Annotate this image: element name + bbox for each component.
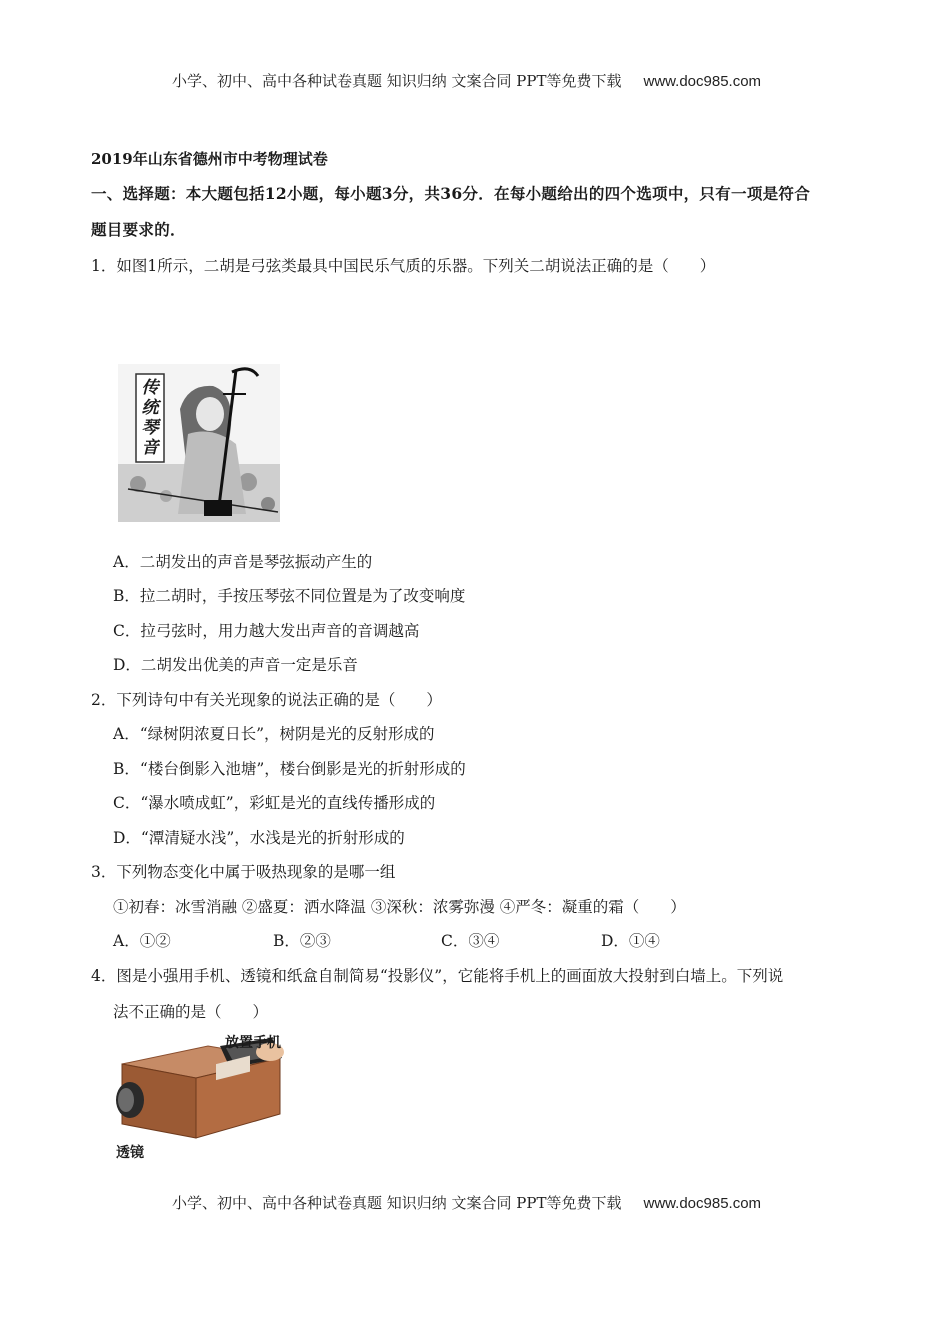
exam-title: 2019年山东省德州市中考物理试卷 <box>91 150 328 168</box>
q3-option-c[interactable]: C．③④ <box>441 932 500 950</box>
q1-option-b[interactable]: B．拉二胡时，手按压琴弦不同位置是为了改变响度 <box>113 587 466 605</box>
question-3-sub: ①初春：冰雪消融 ②盛夏：洒水降温 ③深秋：浓雾弥漫 ④严冬：凝重的霜（ ） <box>113 898 686 916</box>
erhu-figure-caption: 传统琴音 <box>141 378 159 458</box>
q2-option-c[interactable]: C．“瀑水喷成虹”，彩虹是光的直线传播形成的 <box>113 794 436 812</box>
projector-label-phone: 放置手机 <box>225 1034 281 1050</box>
projector-label-lens: 透镜 <box>116 1144 144 1160</box>
page-header <box>172 70 761 91</box>
question-1-stem: 1．如图1所示，二胡是弓弦类最具中国民乐气质的乐器。下列关二胡说法正确的是（ ） <box>91 257 716 275</box>
q3-option-a[interactable]: A．①② <box>113 932 171 950</box>
question-4-stem: 4．图是小强用手机、透镜和纸盒自制简易“投影仪”，它能将手机上的画面放大投射到白墙上。下列说 <box>91 967 784 985</box>
q3-option-b[interactable]: B．②③ <box>273 932 331 950</box>
header-url[interactable]: www.doc985.com <box>643 73 762 90</box>
footer-url[interactable]: www.doc985.com <box>643 1195 762 1212</box>
q1-option-d[interactable]: D．二胡发出优美的声音一定是乐音 <box>113 656 358 674</box>
question-2-stem: 2．下列诗句中有关光现象的说法正确的是（ ） <box>91 691 442 709</box>
q2-option-b[interactable]: B．“楼台倒影入池塘”，楼台倒影是光的折射形成的 <box>113 760 466 778</box>
section-heading: 一、选择题：本大题包括12小题，每小题3分，共36分．在每小题给出的四个选项中，只有一项是符合 <box>91 184 811 203</box>
question-3-stem: 3．下列物态变化中属于吸热现象的是哪一组 <box>91 863 396 881</box>
q2-option-a[interactable]: A．“绿树阴浓夏日长”，树阴是光的反射形成的 <box>113 725 435 743</box>
page-footer <box>172 1192 761 1213</box>
question-4-stem-cont: 法不正确的是（ ） <box>113 1003 269 1021</box>
q1-option-c[interactable]: C．拉弓弦时，用力越大发出声音的音调越高 <box>113 622 420 640</box>
footer-text: 小学、初中、高中各种试卷真题 知识归纳 文案合同 PPT等免费下载 <box>172 1194 622 1212</box>
projector-figure <box>112 1030 292 1162</box>
q2-option-d[interactable]: D．“潭清疑水浅”，水浅是光的折射形成的 <box>113 829 405 847</box>
q3-option-d[interactable]: D．①④ <box>601 932 660 950</box>
section-heading-cont: 题目要求的． <box>91 220 186 239</box>
header-text: 小学、初中、高中各种试卷真题 知识归纳 文案合同 PPT等免费下载 <box>172 72 622 90</box>
erhu-figure <box>118 364 280 522</box>
q1-option-a[interactable]: A．二胡发出的声音是琴弦振动产生的 <box>113 553 373 571</box>
